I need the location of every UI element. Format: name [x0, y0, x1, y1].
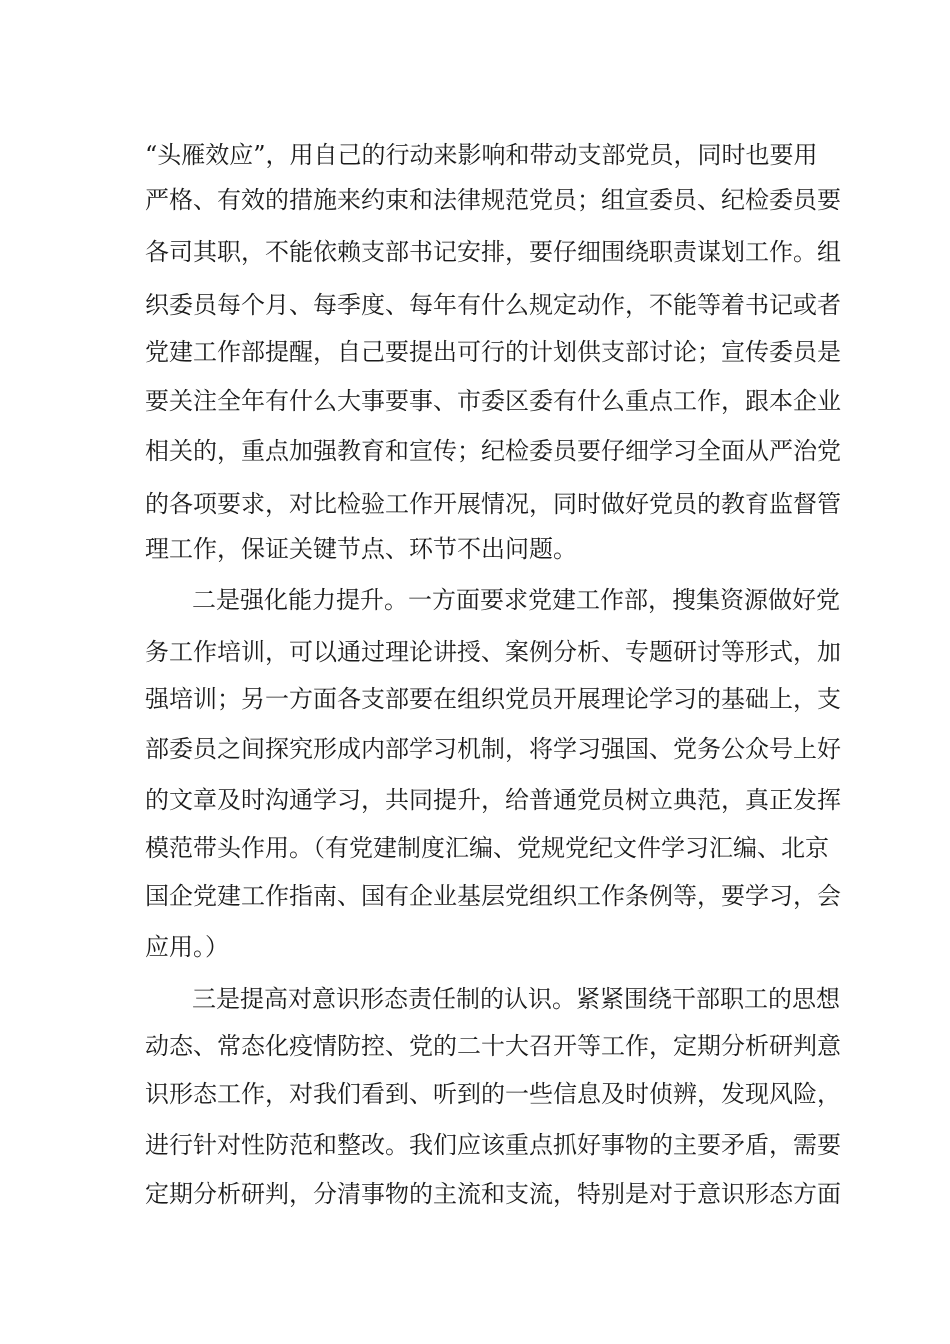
text-line: 的文章及时沟通学习，共同提升，给普通党员树立典范，真正发挥 — [145, 786, 841, 814]
text-line: 务工作培训，可以通过理论讲授、案例分析、专题研讨等形式，加 — [145, 638, 841, 666]
text-line: “头雁效应”，用自己的行动来影响和带动支部党员，同时也要用 — [145, 141, 818, 169]
text-line: 动态、常态化疫情防控、党的二十大召开等工作，定期分析研判意 — [145, 1032, 841, 1060]
text-line: 应用。） — [145, 933, 229, 961]
text-line: 的各项要求，对比检验工作开展情况，同时做好党员的教育监督管 — [145, 490, 841, 518]
text-line: 要关注全年有什么大事要事、市委区委有什么重点工作，跟本企业 — [145, 387, 841, 415]
text-line: 部委员之间探究形成内部学习机制，将学习强国、党务公众号上好 — [145, 735, 841, 763]
text-line: 党建工作部提醒，自己要提出可行的计划供支部讨论；宣传委员是 — [145, 338, 841, 366]
text-line: 三是提高对意识形态责任制的认识。紧紧围绕干部职工的思想 — [192, 985, 840, 1013]
text-line: 相关的，重点加强教育和宣传；纪检委员要仔细学习全面从严治党 — [145, 437, 841, 465]
text-line: 定期分析研判，分清事物的主流和支流，特别是对于意识形态方面 — [145, 1180, 841, 1208]
text-line: 各司其职，不能依赖支部书记安排，要仔细围绕职责谋划工作。组 — [145, 238, 841, 266]
text-line: 理工作，保证关键节点、环节不出问题。 — [145, 535, 577, 563]
text-line: 国企党建工作指南、国有企业基层党组织工作条例等，要学习，会 — [145, 882, 841, 910]
text-line: 进行针对性防范和整改。我们应该重点抓好事物的主要矛盾，需要 — [145, 1131, 841, 1159]
text-line: 识形态工作，对我们看到、听到的一些信息及时侦辨，发现风险， — [145, 1080, 841, 1108]
text-line: 强培训；另一方面各支部要在组织党员开展理论学习的基础上，支 — [145, 685, 841, 713]
text-line: 二是强化能力提升。一方面要求党建工作部，搜集资源做好党 — [192, 586, 840, 614]
text-line: 织委员每个月、每季度、每年有什么规定动作，不能等着书记或者 — [145, 291, 841, 319]
text-line: 严格、有效的措施来约束和法律规范党员；组宣委员、纪检委员要 — [145, 186, 841, 214]
text-line: 模范带头作用。（有党建制度汇编、党规党纪文件学习汇编、北京 — [145, 834, 829, 862]
